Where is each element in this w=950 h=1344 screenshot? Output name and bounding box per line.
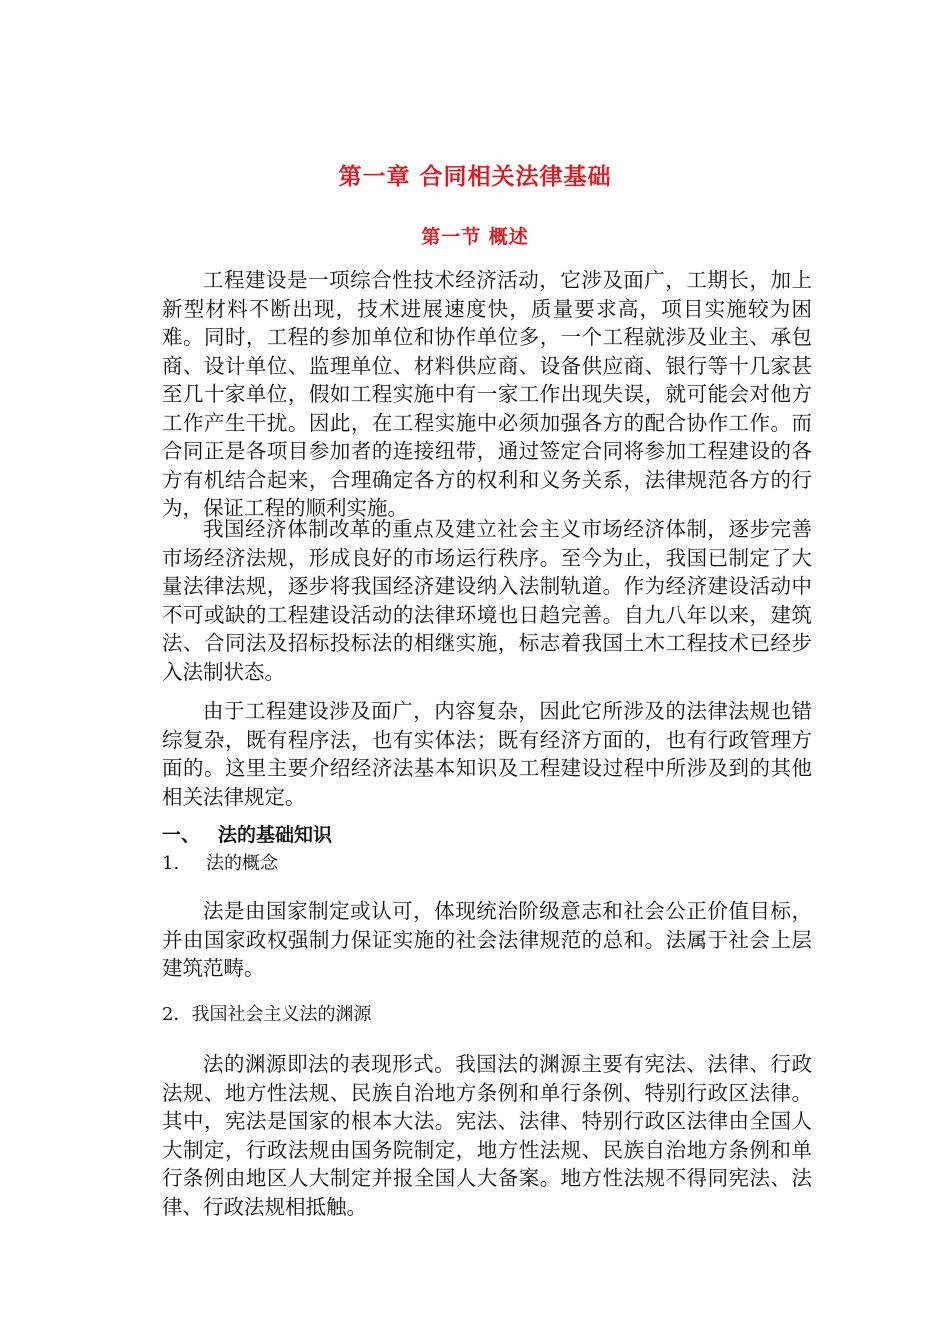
heading-level-2: 2．我国社会主义法的渊源 bbox=[162, 1004, 372, 1025]
body-paragraph: 法是由国家制定或认可，体现统治阶级意志和社会公正价值目标，并由国家政权强制力保证实施的社会法律规范的总和。法属于社会上层建筑范畴。 bbox=[162, 899, 812, 980]
heading-level-2 bbox=[162, 849, 278, 875]
section-title: 第一节 概述 bbox=[421, 226, 529, 248]
body-paragraph: 由于工程建设涉及面广，内容复杂，因此它所涉及的法律法规也错综复杂，既有程序法，也有实体法；既有经济方面的，也有行政管理方面的。这里主要介绍经济法基本知识及工程建设过程中所涉及到的其他相关法律规定。 bbox=[162, 699, 812, 809]
body-paragraph: 法的渊源即法的表现形式。我国法的渊源主要有宪法、法律、行政法规、地方性法规、民族自治地方条例和单行条例、特别行政区法律。其中，宪法是国家的根本大法。宪法、法律、特别行政区法律由全国人大制定，行政法规由国务院制定，地方性法规、民族自治地方条例和单行条例由地区人大制定并报全国人大备案。地方性法规不得同宪法、法律、行政法规相抵触。 bbox=[162, 1052, 812, 1219]
heading-text: 法的概念 bbox=[206, 853, 278, 874]
body-paragraph: 我国经济体制改革的重点及建立社会主义市场经济体制，逐步完善市场经济法规，形成良好的市场运行秩序。至今为止，我国已制定了大量法律法规，逐步将我国经济建设纳入法制轨道。作为经济建设活动中不可或缺的工程建设活动的法律环境也日趋完善。自九八年以来，建筑法、合同法及招标投标法的相继实施，标志着我国土木工程技术已经步入法制状态。 bbox=[162, 517, 812, 684]
heading-level-1 bbox=[162, 820, 332, 847]
chapter-title: 第一章 合同相关法律基础 bbox=[338, 163, 612, 190]
heading-number: 1. bbox=[162, 853, 180, 874]
body-paragraph: 工程建设是一项综合性技术经济活动，它涉及面广，工期长，加上新型材料不断出现，技术进展速度快，质量要求高，项目实施较为困难。同时，工程的参加单位和协作单位多，一个工程就涉及业主、承包商、设计单位、监理单位、材料供应商、设备供应商、银行等十几家甚至几十家单位，假如工程实施中有一家工作出现失误，就可能会对他方工作产生干扰。因此，在工程实施中必须加强各方的配合协作工作。而合同正是各项目参加者的连接纽带，通过签定合同将参加工程建设的各方有机结合起来，合理确定各方的权利和义务关系，法律规范各方的行为，保证工程的顺利实施。 bbox=[162, 268, 812, 520]
heading-number: 一、 bbox=[162, 824, 201, 846]
heading-text: 法的基础知识 bbox=[218, 824, 333, 846]
